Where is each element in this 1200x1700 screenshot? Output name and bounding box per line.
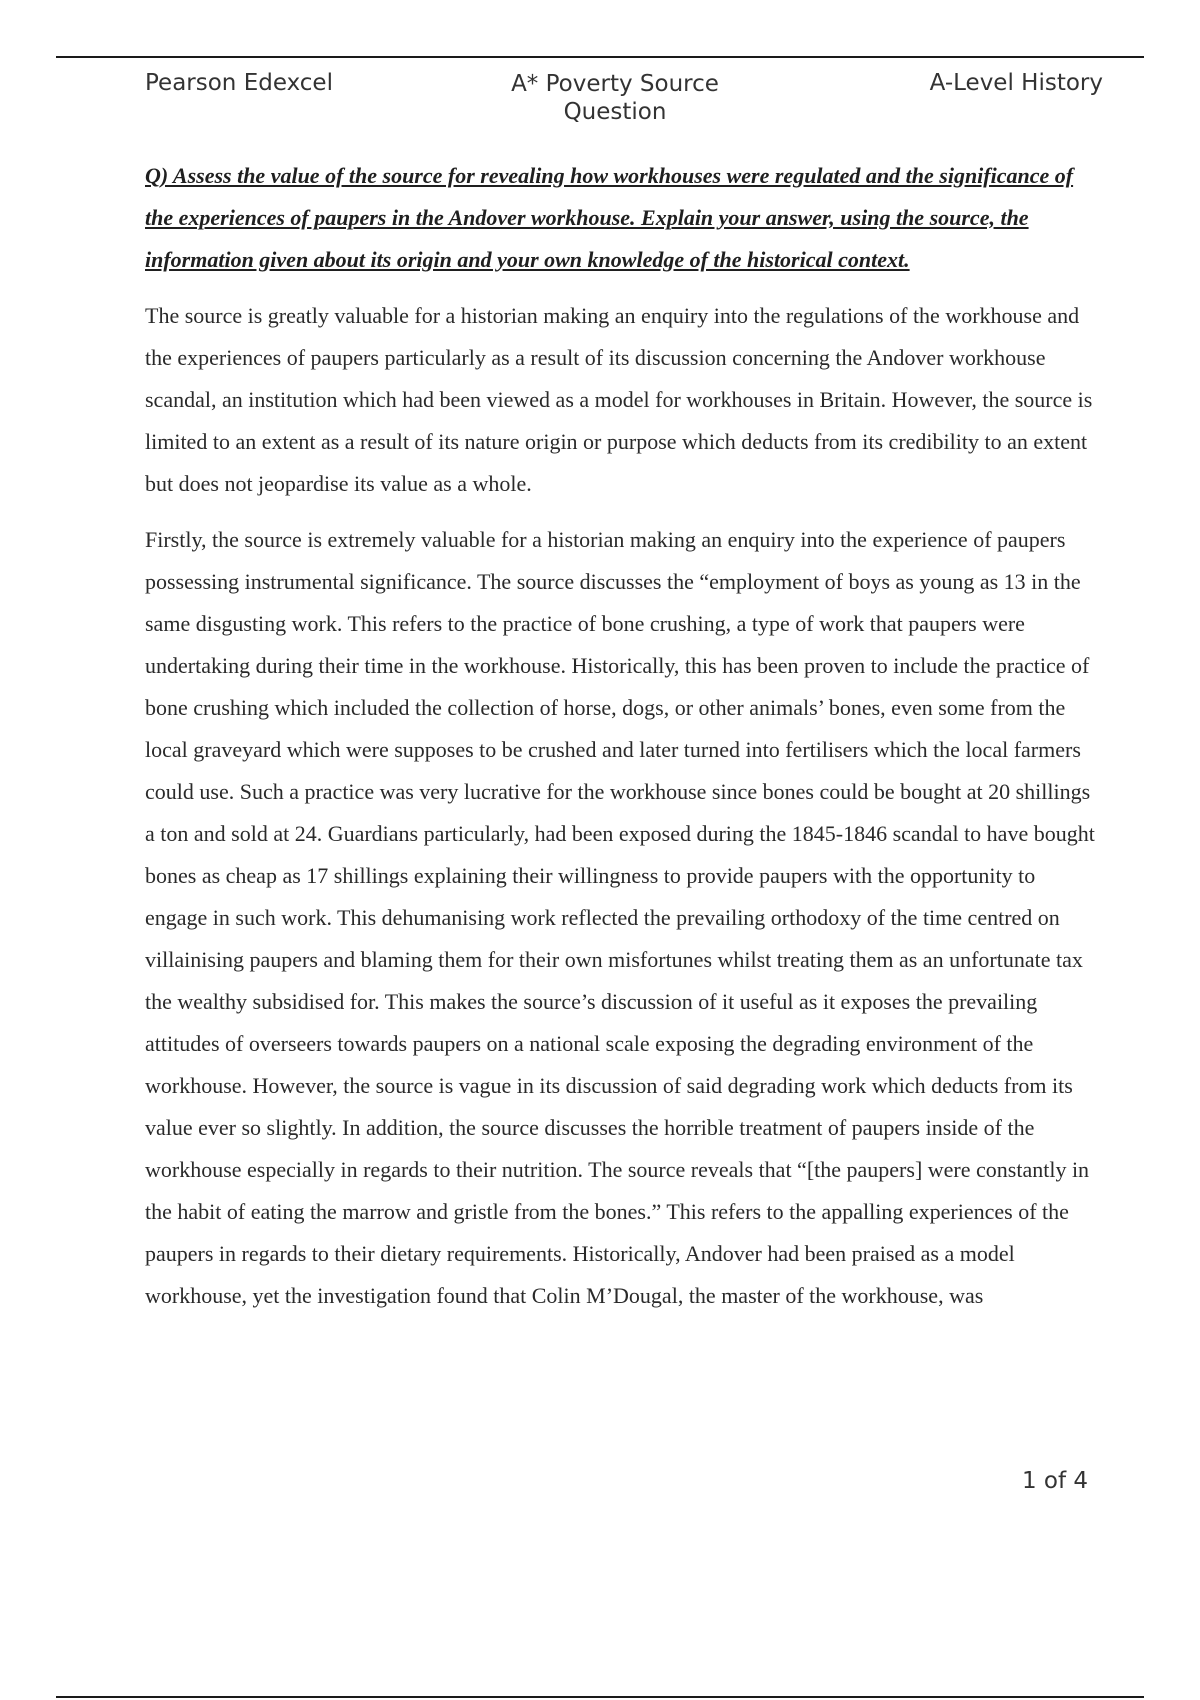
paragraph-main: Firstly, the source is extremely valuable for a historian making an enquiry into the experience of paupers possessing instrumental significance. The source discusses the “employment of boys as young as 13 in the same disgusting work. This refers to the practice of bone crushing, a type of work that paupers were undertaking during their time in the workhouse. Historically, this has been proven to include the practice of bone crushing which included the collection of horse, dogs, or other animals’ bones, even some from the local graveyard which were supposes to be crushed and later turned into fertilisers which the local farmers could use. Such a practice was very lucrative for the workhouse since bones could be bought at 20 shillings a ton and sold at 24. Guardians particularly, had been exposed during the 1845-1846 scandal to have bought bones as cheap as 17 shillings explaining their willingness to provide paupers with the opportunity to engage in such work. This dehumanising work reflected the prevailing orthodoxy of the time centred on villainising paupers and blaming them for their own misfortunes whilst treating them as an unfortunate tax the wealthy subsidised for. This makes the source’s discussion of it useful as it exposes the prevailing attitudes of overseers towards paupers on a national scale exposing the degrading environment of the workhouse. However, the source is vague in its discussion of said degrading work which deducts from its value ever so slightly. In addition, the source discusses the horrible treatment of paupers inside of the workhouse especially in regards to their nutrition. The source reveals that “[the paupers] were constantly in the habit of eating the marrow and gristle from the bones.” This refers to the appalling experiences of the paupers in regards to their dietary requirements. Historically, Andover had been praised as a model workhouse, yet the investigation found that Colin M’Dougal, the master of the workhouse, was <box>145 527 1095 1308</box>
header-subject: A-Level History <box>929 70 1103 96</box>
paragraph-intro: The source is greatly valuable for a historian making an enquiry into the regulations of the workhouse and the experiences of paupers particularly as a result of its discussion concerning the Andover workhouse scandal, an institution which had been viewed as a model for workhouses in Britain. However, the source is limited to an extent as a result of its nature origin or purpose which deducts from its credibility to an extent but does not jeopardise its value as a whole. <box>145 303 1093 496</box>
header-title: A* Poverty Source Question <box>511 71 719 125</box>
header-publisher: Pearson Edexcel <box>145 70 333 96</box>
top-rule <box>56 56 1144 58</box>
document-body <box>145 155 1095 1331</box>
page-number: 1 of 4 <box>1021 1468 1088 1494</box>
question-heading: Q) Assess the value of the source for revealing how workhouses were regulated and the significance of the experiences of paupers in the Andover workhouse. Explain your answer, using the source, the information given about its origin and your own knowledge of the historical context. <box>145 163 1074 272</box>
bottom-rule <box>56 1696 1144 1698</box>
